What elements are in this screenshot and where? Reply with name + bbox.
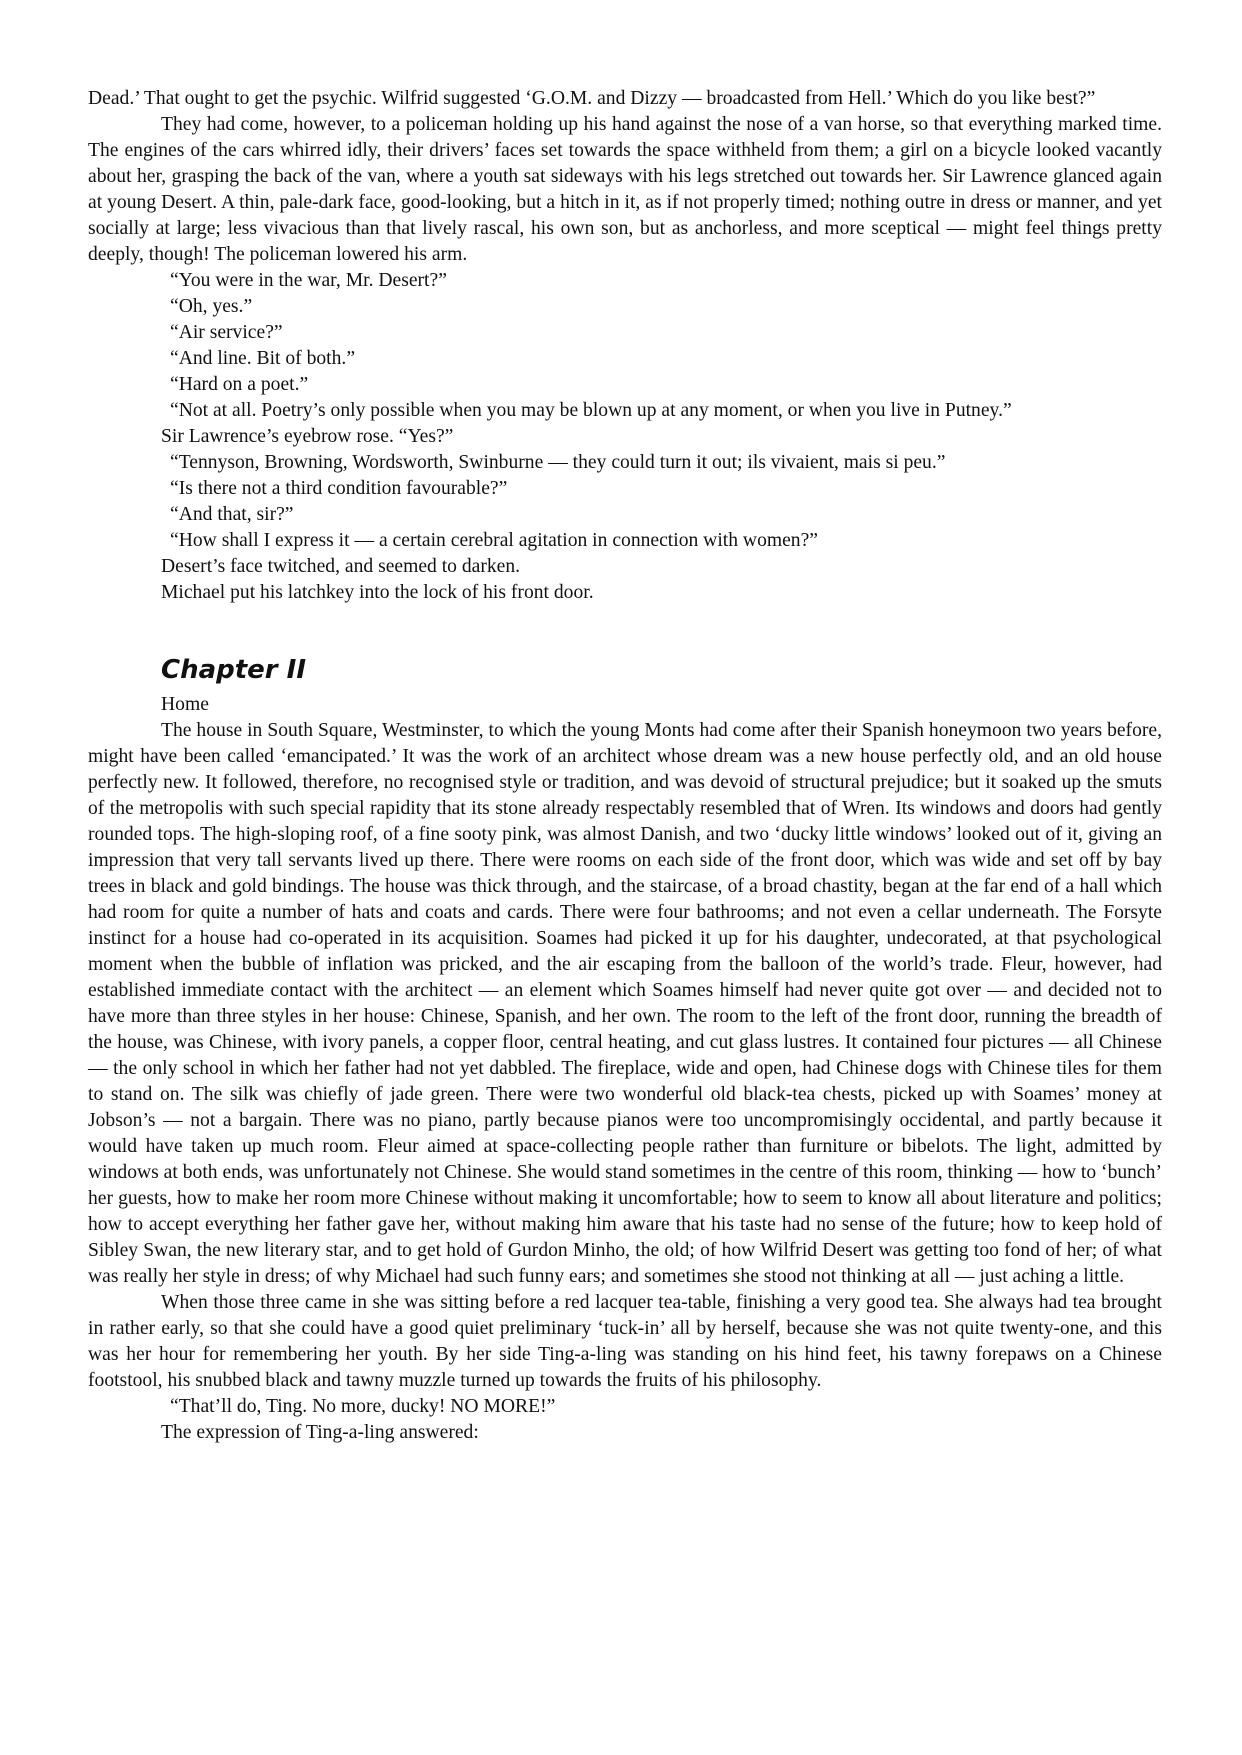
dialogue-line: “And line. Bit of both.” xyxy=(170,348,356,369)
dialogue-line: “How shall I express it — a certain cerebral agitation in connection with women?” xyxy=(170,530,818,551)
dialogue-line: “That’ll do, Ting. No more, ducky! NO MORE!” xyxy=(170,1396,556,1417)
dialogue-line: “Tennyson, Browning, Wordsworth, Swinburne — they could turn it out; ils vivaient, mais si peu.” xyxy=(170,452,946,473)
chapter-subtitle: Home xyxy=(161,694,209,715)
narration-line: Desert’s face twitched, and seemed to darken. xyxy=(161,556,521,577)
dialogue-line: “You were in the war, Mr. Desert?” xyxy=(170,270,447,291)
narration-line: The expression of Ting-a-ling answered: xyxy=(161,1422,479,1443)
paragraph: They had come, however, to a policeman holding up his hand against the nose of a van horse, so that everything marked time. The engines of the cars whirred idly, their drivers’ faces set towards the space withheld from them; a girl on a bicycle looked vacantly about her, grasping the back of the van, where a youth sat sideways with his legs stretched out towards her. Sir Lawrence glanced again at young Desert. A thin, pale-dark face, good-looking, but a hitch in it, as if not properly timed; nothing outre in dress or manner, and yet socially at large; less vivacious than that lively rascal, his own son, but as anchorless, and more sceptical — might feel things pretty deeply, though! The policeman lowered his arm. xyxy=(88,114,1162,265)
section-spacer xyxy=(88,606,1162,648)
dialogue-line: Sir Lawrence’s eyebrow rose. “Yes?” xyxy=(161,426,454,447)
dialogue-line: “Hard on a poet.” xyxy=(170,374,309,395)
dialogue-line: “Is there not a third condition favourable?” xyxy=(170,478,508,499)
dialogue-line: “And that, sir?” xyxy=(170,504,294,525)
document-page xyxy=(88,86,1162,1446)
paragraph: Dead.’ That ought to get the psychic. Wilfrid suggested ‘G.O.M. and Dizzy — broadcasted from Hell.’ Which do you like best?” xyxy=(88,88,1096,109)
paragraph: The house in South Square, Westminster, to which the young Monts had come after their Spanish honeymoon two years before, might have been called ‘emancipated.’ It was the work of an architect whose dream was a new house perfectly old, and an old house perfectly new. It followed, therefore, no recognised style or tradition, and was devoid of structural prejudice; but it soaked up the smuts of the metropolis with such special rapidity that its stone already respectably resembled that of Wren. Its windows and doors had gently rounded tops. The high-sloping roof, of a fine sooty pink, was almost Danish, and two ‘ducky little windows’ looked out of it, giving an impression that very tall servants lived up there. There were rooms on each side of the front door, which was wide and set off by bay trees in black and gold bindings. The house was thick through, and the staircase, of a broad chastity, began at the far end of a hall which had room for quite a number of hats and coats and cards. There were four bathrooms; and not even a cellar underneath. The Forsyte instinct for a house had co-operated in its acquisition. Soames had picked it up for his daughter, undecorated, at that psychological moment when the bubble of inflation was pricked, and the air escaping from the balloon of the world’s trade. Fleur, however, had established immediate contact with the architect — an element which Soames himself had never quite got over — and decided not to have more than three styles in her house: Chinese, Spanish, and her own. The room to the left of the front door, running the breadth of the house, was Chinese, with ivory panels, a copper floor, central heating, and cut glass lustres. It contained four pictures — all Chinese — the only school in which her father had not yet dabbled. The fireplace, wide and open, had Chinese dogs with Chinese tiles for them to stand on. The silk was chiefly of jade green. There were two wonderful old black-tea chests, picked up with Soames’ money at Jobson’s — not a bargain. There was no piano, partly because pianos were too uncompromisingly occidental, and partly because it would have taken up much room. Fleur aimed at space-collecting people rather than furniture or bibelots. The light, admitted by windows at both ends, was unfortunately not Chinese. She would stand sometimes in the centre of this room, thinking — how to ‘bunch’ her guests, how to make her room more Chinese without making it uncomfortable; how to seem to know all about literature and politics; how to accept everything her father gave her, without making him aware that his taste had no sense of the future; how to keep hold of Sibley Swan, the new literary star, and to get hold of Gurdon Minho, the old; of how Wilfrid Desert was getting too fond of her; of what was really her style in dress; of why Michael had such funny ears; and sometimes she stood not thinking at all — just aching a little. xyxy=(88,720,1162,1287)
chapter-title: Chapter II xyxy=(161,655,307,685)
paragraph: When those three came in she was sitting before a red lacquer tea-table, finishing a very good tea. She always had tea brought in rather early, so that she could have a good quiet preliminary ‘tuck-in’ all by herself, because she was not quite twenty-one, and this was her hour for remembering her youth. By her side Ting-a-ling was standing on his hind feet, his tawny forepaws on a Chinese footstool, his snubbed black and tawny muzzle turned up towards the fruits of his philosophy. xyxy=(88,1292,1162,1391)
narration-line: Michael put his latchkey into the lock of his front door. xyxy=(161,582,594,603)
dialogue-line: “Air service?” xyxy=(170,322,283,343)
dialogue-line: “Not at all. Poetry’s only possible when you may be blown up at any moment, or when you live in Putney.” xyxy=(170,400,1012,421)
dialogue-line: “Oh, yes.” xyxy=(170,296,253,317)
